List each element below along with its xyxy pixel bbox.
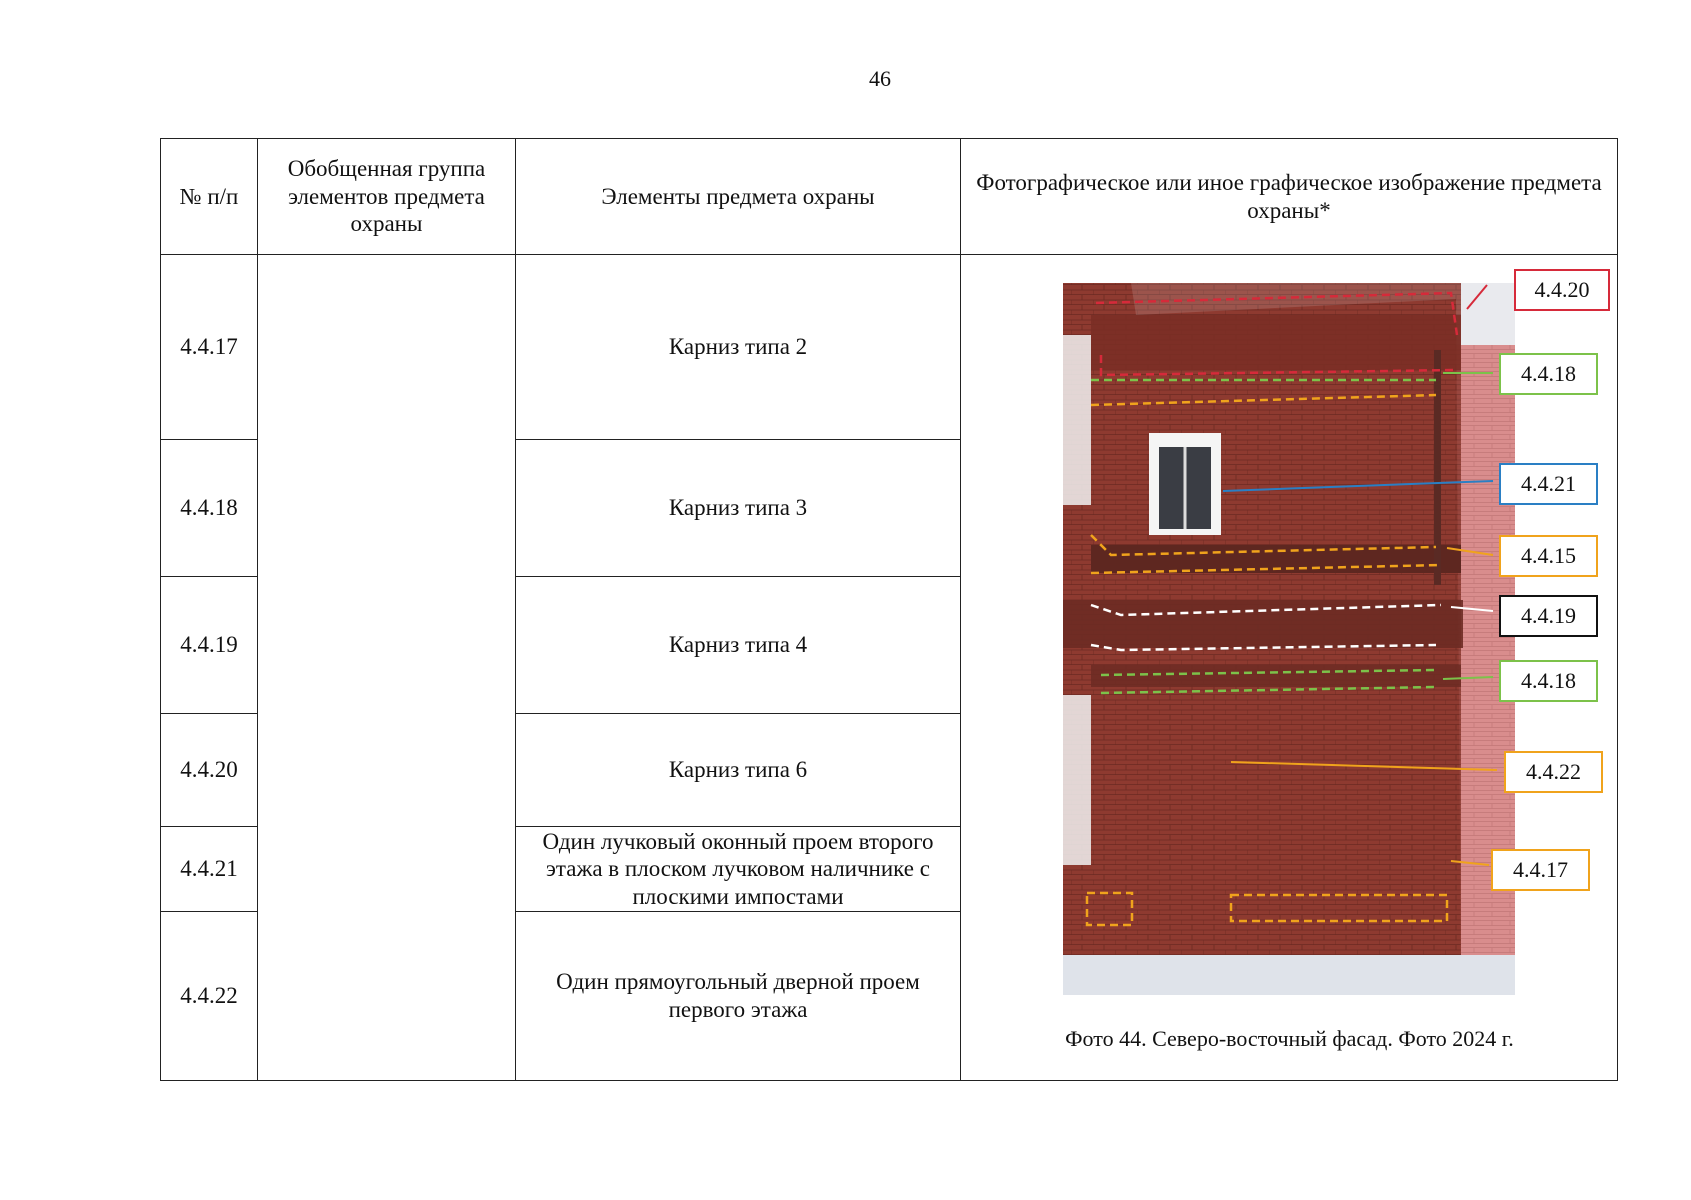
marker-label: 4.4.18 <box>1499 660 1598 702</box>
row-number: 4.4.18 <box>161 440 258 577</box>
row-number: 4.4.21 <box>161 827 258 912</box>
header-group: Обобщенная группа элементов предмета охраны <box>258 139 516 255</box>
photo-cell <box>961 255 1618 1081</box>
marker-label: 4.4.17 <box>1491 849 1590 891</box>
photo-caption: Фото 44. Северо-восточный фасад. Фото 2024 г. <box>1065 1026 1514 1051</box>
row-number: 4.4.20 <box>161 714 258 827</box>
photo-area <box>961 255 1617 1080</box>
table-row <box>161 255 1618 440</box>
row-element: Карниз типа 3 <box>516 440 961 577</box>
protection-table <box>160 138 1618 1081</box>
marker-label: 4.4.22 <box>1504 751 1603 793</box>
header-row <box>161 139 1618 255</box>
row-element: Один прямоугольный дверной проем первого этажа <box>516 912 961 1081</box>
row-element: Карниз типа 6 <box>516 714 961 827</box>
row-number: 4.4.17 <box>161 255 258 440</box>
row-element: Карниз типа 4 <box>516 577 961 714</box>
header-num: № п/п <box>161 139 258 255</box>
marker-label: 4.4.19 <box>1499 595 1598 637</box>
marker-label: 4.4.15 <box>1499 535 1598 577</box>
group-cell <box>258 255 516 1081</box>
page-number: 46 <box>869 66 891 91</box>
row-number: 4.4.19 <box>161 577 258 714</box>
marker-label: 4.4.20 <box>1514 269 1610 311</box>
marker-label: 4.4.18 <box>1499 353 1598 395</box>
header-elements: Элементы предмета охраны <box>516 139 961 255</box>
header-photo: Фотографическое или иное графическое изображение предмета охраны* <box>961 139 1618 255</box>
row-number: 4.4.22 <box>161 912 258 1081</box>
row-element: Карниз типа 2 <box>516 255 961 440</box>
row-element: Один лучковый оконный проем второго этажа в плоском лучковом наличнике с плоскими импостами <box>516 827 961 912</box>
marker-label: 4.4.21 <box>1499 463 1598 505</box>
